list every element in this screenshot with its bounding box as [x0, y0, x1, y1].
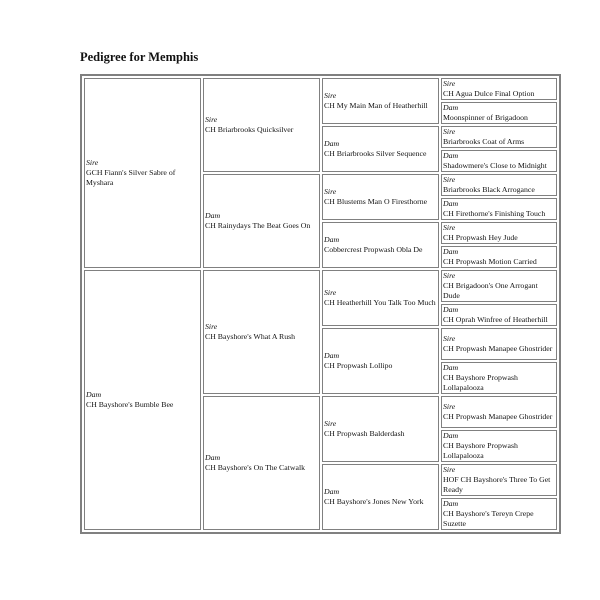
role-label: Dam	[324, 235, 340, 244]
role-label: Dam	[443, 247, 459, 256]
dog-name: CH Bayshore's What A Rush	[205, 332, 296, 341]
dog-name: CH Oprah Winfree of Heatherhill	[443, 315, 548, 324]
cell-dsdd	[441, 362, 557, 394]
cell-ddds	[441, 464, 557, 496]
cell-sds	[322, 174, 439, 220]
dog-name: CH Rainydays The Beat Goes On	[205, 221, 311, 230]
dog-name: Briarbrooks Black Arrogance	[443, 185, 535, 194]
cell-sssd	[441, 102, 557, 124]
dog-name: CH Heatherhill You Talk Too Much	[324, 298, 436, 307]
dog-name: CH Propwash Manapee Ghostrider	[443, 344, 553, 353]
role-label: Dam	[443, 363, 459, 372]
cell-ssds	[441, 126, 557, 148]
cell-dsds	[441, 328, 557, 360]
cell-sdds	[441, 222, 557, 244]
dog-name: Shadowmere's Close to Midnight	[443, 161, 547, 170]
role-label: Dam	[324, 139, 340, 148]
role-label: Sire	[443, 271, 456, 280]
role-label: Sire	[443, 465, 456, 474]
role-label: Dam	[324, 351, 340, 360]
role-label: Dam	[443, 151, 459, 160]
role-label: Sire	[443, 223, 456, 232]
cell-dsss	[441, 270, 557, 302]
role-label: Sire	[205, 322, 218, 331]
role-label: Sire	[324, 187, 337, 196]
role-label: Dam	[324, 487, 340, 496]
cell-dsd	[322, 328, 439, 394]
dog-name: CH Bayshore's On The Catwalk	[205, 463, 306, 472]
dog-name: CH Firethorne's Finishing Touch	[443, 209, 546, 218]
dog-name: CH Propwash Balderdash	[324, 429, 405, 438]
dog-name: CH Agua Dulce Final Option	[443, 89, 535, 98]
role-label: Dam	[443, 499, 459, 508]
cell-dam-sire	[203, 270, 320, 394]
cell-sdd	[322, 222, 439, 268]
role-label: Sire	[205, 115, 218, 124]
role-label: Sire	[443, 175, 456, 184]
role-label: Dam	[205, 211, 221, 220]
page-title: Pedigree for Memphis	[80, 50, 199, 64]
dog-name: CH Propwash Motion Carried	[443, 257, 537, 266]
dog-name: CH Bayshore's Bumble Bee	[86, 400, 174, 409]
pedigree-table	[80, 74, 561, 534]
dog-name: CH Propwash Lollipo	[324, 361, 393, 370]
dog-name: CH Blustems Man O Firesthorne	[324, 197, 428, 206]
dog-name: HOF CH Bayshore's Three To Get Ready	[443, 475, 551, 494]
dog-name: CH Briarbrooks Silver Sequence	[324, 149, 427, 158]
cell-ssd	[322, 126, 439, 172]
cell-sddd	[441, 246, 557, 268]
role-label: Dam	[443, 431, 459, 440]
dog-name: CH Propwash Manapee Ghostrider	[443, 412, 553, 421]
role-label: Dam	[443, 199, 459, 208]
role-label: Sire	[324, 91, 337, 100]
cell-sire	[84, 78, 201, 268]
dog-name: CH Bayshore Propwash Lollapalooza	[443, 373, 518, 392]
dog-name: CH Brigadoon's One Arrogant Dude	[443, 281, 538, 300]
role-label: Dam	[443, 305, 459, 314]
role-label: Dam	[86, 390, 102, 399]
cell-dssd	[441, 304, 557, 326]
cell-ddsd	[441, 430, 557, 462]
cell-sire-dam	[203, 174, 320, 268]
dog-name: GCH Fiann's Silver Sabre of Myshara	[86, 168, 176, 187]
dog-name: CH Bayshore Propwash Lollapalooza	[443, 441, 518, 460]
role-label: Sire	[324, 288, 337, 297]
dog-name: CH My Main Man of Heatherhill	[324, 101, 428, 110]
cell-dam	[84, 270, 201, 530]
dog-name: Briarbrooks Coat of Arms	[443, 137, 525, 146]
role-label: Sire	[324, 419, 337, 428]
dog-name: Cobbercrest Propwash Obla De	[324, 245, 423, 254]
dog-name: CH Bayshore's Jones New York	[324, 497, 424, 506]
role-label: Sire	[443, 127, 456, 136]
role-label: Dam	[443, 103, 459, 112]
role-label: Sire	[443, 402, 456, 411]
cell-sss	[322, 78, 439, 124]
cell-ssss	[441, 78, 557, 100]
cell-sdss	[441, 174, 557, 196]
cell-dddd	[441, 498, 557, 530]
cell-sdsd	[441, 198, 557, 220]
role-label: Sire	[443, 334, 456, 343]
dog-name: Moonspinner of Brigadoon	[443, 113, 528, 122]
cell-ssdd	[441, 150, 557, 172]
cell-dss	[322, 270, 439, 326]
dog-name: CH Bayshore's Tereyn Crepe Suzette	[443, 509, 534, 528]
role-label: Dam	[205, 453, 221, 462]
role-label: Sire	[443, 79, 456, 88]
cell-sire-sire	[203, 78, 320, 172]
dog-name: CH Propwash Hey Jude	[443, 233, 518, 242]
cell-ddd	[322, 464, 439, 530]
cell-dds	[322, 396, 439, 462]
cell-ddss	[441, 396, 557, 428]
cell-dam-dam	[203, 396, 320, 530]
dog-name: CH Briarbrooks Quicksilver	[205, 125, 294, 134]
role-label: Sire	[86, 158, 99, 167]
